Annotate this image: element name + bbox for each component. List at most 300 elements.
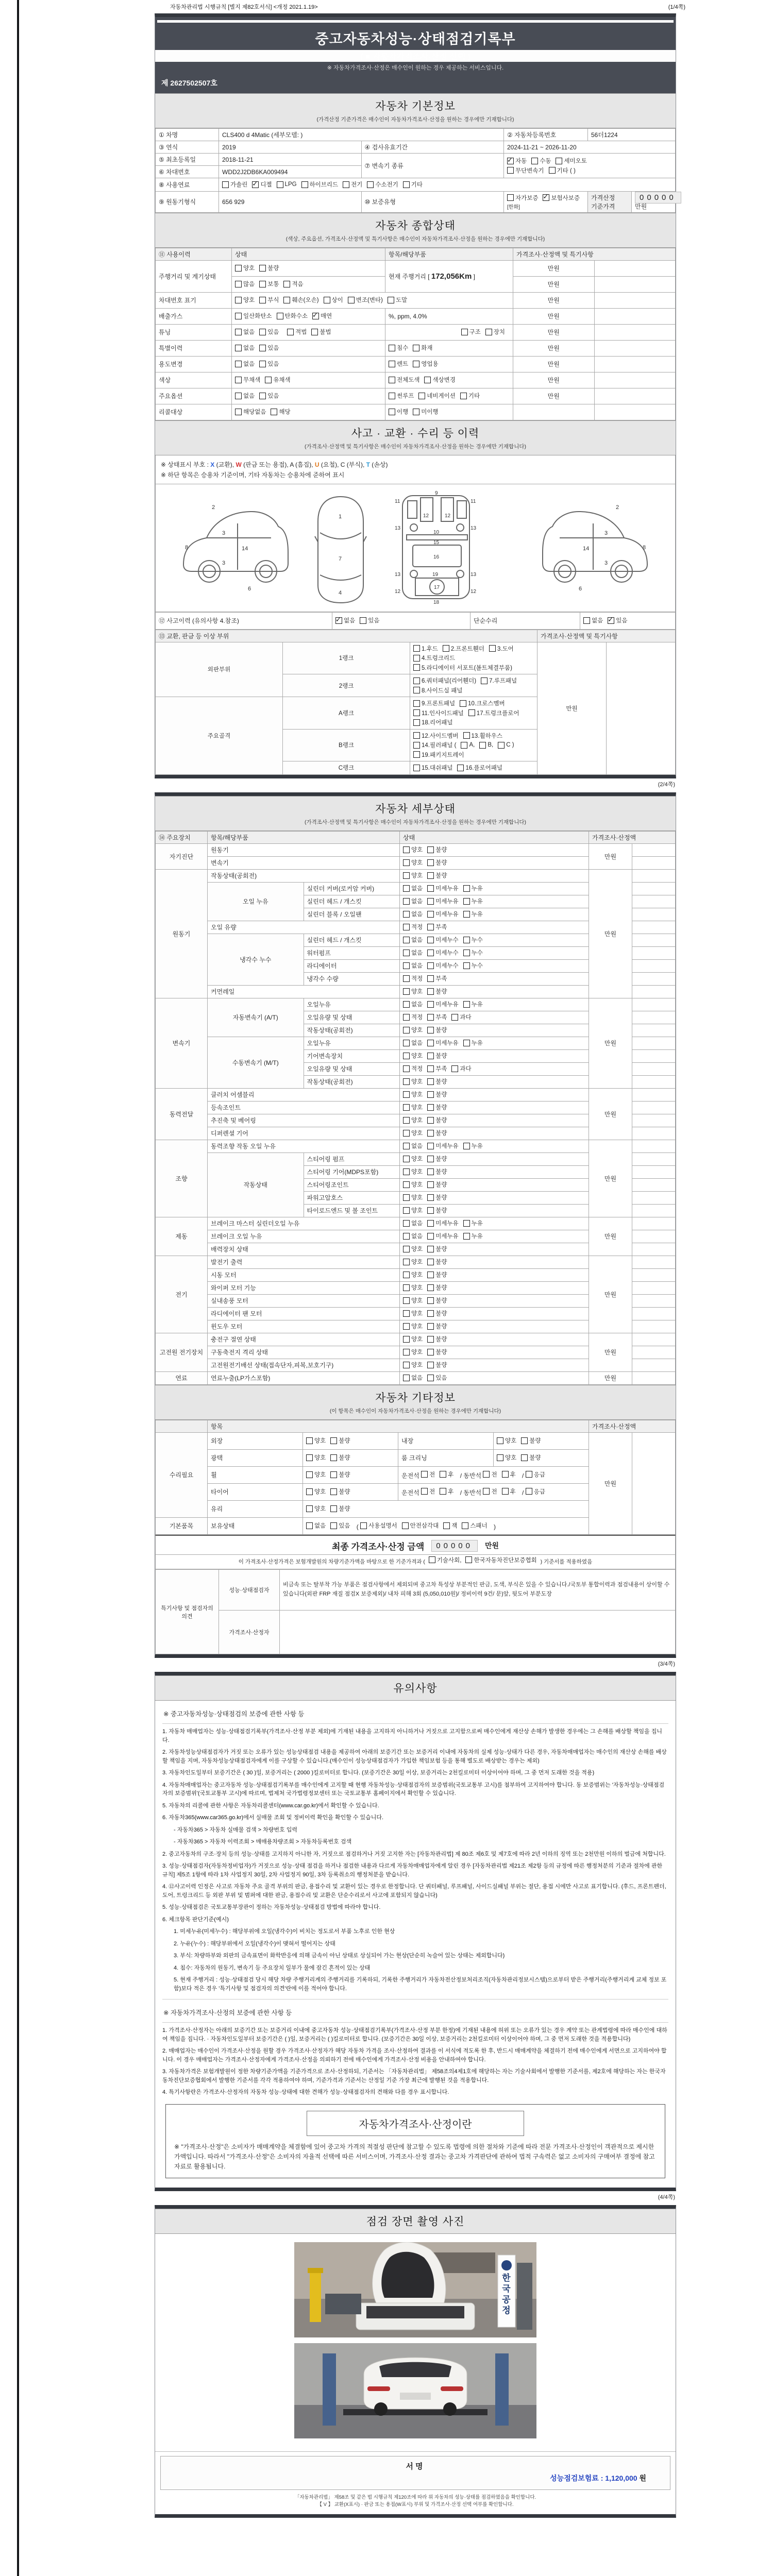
unchecked-box-icon[interactable] [418,393,425,399]
unchecked-box-icon[interactable] [427,1259,434,1265]
checkbox-option[interactable] [507,157,527,165]
unchecked-box-icon[interactable] [413,645,420,652]
unchecked-box-icon[interactable] [389,361,395,367]
checkbox-option[interactable] [403,1283,423,1292]
unchecked-box-icon[interactable] [403,885,410,892]
unchecked-box-icon[interactable] [463,1001,470,1008]
unchecked-box-icon[interactable] [403,1375,410,1381]
checkbox-option[interactable] [413,741,456,749]
unchecked-box-icon[interactable] [427,1375,434,1381]
unchecked-box-icon[interactable] [403,937,410,943]
unchecked-box-icon[interactable] [463,898,470,905]
unchecked-box-icon[interactable] [468,709,475,716]
unchecked-box-icon[interactable] [413,409,419,415]
unchecked-box-icon[interactable] [403,859,410,866]
checkbox-option[interactable] [497,1436,516,1445]
checkbox-option[interactable] [427,1322,447,1330]
checkbox-option[interactable] [306,1470,326,1479]
unchecked-box-icon[interactable] [451,1065,458,1072]
unchecked-box-icon[interactable] [403,898,410,905]
checkbox-option[interactable] [235,360,255,368]
checkbox-option[interactable] [222,180,247,189]
checkbox-option[interactable] [235,264,255,272]
unchecked-box-icon[interactable] [427,1014,434,1021]
checkbox-option[interactable] [427,1258,447,1266]
checkbox-option[interactable] [283,296,318,304]
unchecked-box-icon[interactable] [489,645,496,652]
unchecked-box-icon[interactable] [403,1297,410,1304]
checkbox-option[interactable] [403,180,423,189]
signature-area[interactable] [160,2456,670,2490]
checkbox-option[interactable] [521,1453,541,1462]
unchecked-box-icon[interactable] [235,329,242,335]
checkbox-option[interactable] [259,296,279,304]
checkbox-option[interactable] [277,181,297,188]
unchecked-box-icon[interactable] [463,962,470,969]
checkbox-option[interactable] [463,936,483,944]
checkbox-option[interactable] [403,858,423,867]
checkbox-option[interactable] [427,1000,458,1008]
checkbox-option[interactable] [427,884,458,892]
checkbox-option[interactable] [427,1167,447,1176]
unchecked-box-icon[interactable] [403,924,410,930]
checkbox-option[interactable] [335,616,355,624]
checkbox-option[interactable] [413,686,462,694]
unchecked-box-icon[interactable] [440,1488,446,1495]
unchecked-box-icon[interactable] [403,1053,410,1059]
unchecked-box-icon[interactable] [403,1168,410,1175]
unchecked-box-icon[interactable] [413,655,420,662]
checkbox-option[interactable] [483,1487,497,1496]
unchecked-box-icon[interactable] [403,1040,410,1046]
checkbox-option[interactable] [413,664,512,672]
unchecked-box-icon[interactable] [526,1471,532,1478]
unchecked-box-icon[interactable] [403,1014,410,1021]
checkbox-option[interactable] [403,1206,423,1214]
checkbox-option[interactable] [427,1361,447,1369]
unchecked-box-icon[interactable] [463,732,470,739]
checkbox-option[interactable] [463,1232,483,1240]
unchecked-box-icon[interactable] [403,1284,410,1291]
unchecked-box-icon[interactable] [403,1349,410,1355]
unchecked-box-icon[interactable] [403,181,410,188]
checkbox-option[interactable] [413,645,438,653]
unchecked-box-icon[interactable] [427,988,434,995]
unchecked-box-icon[interactable] [460,700,466,707]
checkbox-option[interactable] [403,1232,423,1240]
unchecked-box-icon[interactable] [343,181,349,188]
unchecked-box-icon[interactable] [427,1053,434,1059]
checkbox-option[interactable] [259,328,279,336]
checkbox-option[interactable] [403,1142,423,1150]
checkbox-option[interactable] [403,1219,423,1227]
unchecked-box-icon[interactable] [479,742,486,749]
unchecked-box-icon[interactable] [403,1104,410,1111]
checkbox-option[interactable] [403,871,423,879]
checkbox-option[interactable] [427,1270,447,1279]
unchecked-box-icon[interactable] [403,1233,410,1240]
unchecked-box-icon[interactable] [306,1471,313,1478]
checkbox-option[interactable] [421,1470,435,1479]
checked-box-icon[interactable] [335,617,342,624]
checkbox-option[interactable] [403,1296,423,1304]
checkbox-option[interactable] [427,871,447,879]
unchecked-box-icon[interactable] [457,765,464,771]
unchecked-box-icon[interactable] [306,1522,313,1529]
checkbox-option[interactable] [403,1335,423,1343]
checkbox-option[interactable] [483,1470,497,1479]
unchecked-box-icon[interactable] [235,409,242,415]
unchecked-box-icon[interactable] [440,1471,446,1478]
checkbox-option[interactable] [427,1052,447,1060]
unchecked-box-icon[interactable] [360,617,366,624]
checked-box-icon[interactable] [252,181,259,188]
checkbox-option[interactable] [235,312,272,320]
checkbox-option[interactable] [427,1335,447,1343]
unchecked-box-icon[interactable] [427,1310,434,1317]
unchecked-box-icon[interactable] [403,950,410,956]
unchecked-box-icon[interactable] [413,732,420,739]
unchecked-box-icon[interactable] [403,1362,410,1368]
checkbox-option[interactable] [462,1521,487,1530]
checkbox-option[interactable] [427,1193,447,1201]
unchecked-box-icon[interactable] [427,1027,434,1033]
checkbox-option[interactable] [498,742,514,749]
checkbox-option[interactable] [463,1039,483,1047]
checkbox-option[interactable] [389,376,419,384]
checkbox-option[interactable] [403,1180,423,1189]
checkbox-option[interactable] [463,910,483,918]
checkbox-option[interactable] [427,1219,458,1227]
checkbox-option[interactable] [427,948,458,957]
checkbox-option[interactable] [413,344,432,352]
unchecked-box-icon[interactable] [497,1437,503,1444]
unchecked-box-icon[interactable] [403,1310,410,1317]
checkbox-option[interactable] [413,699,455,707]
checkbox-option[interactable] [427,1129,447,1137]
unchecked-box-icon[interactable] [283,297,290,303]
checkbox-option[interactable] [427,1180,447,1189]
checkbox-option[interactable] [259,344,279,352]
checkbox-option[interactable] [403,1000,423,1008]
checked-box-icon[interactable] [507,158,514,164]
unchecked-box-icon[interactable] [427,1220,434,1227]
unchecked-box-icon[interactable] [330,1471,337,1478]
checkbox-option[interactable] [403,910,423,918]
unchecked-box-icon[interactable] [427,950,434,956]
checkbox-option[interactable] [427,1245,447,1253]
checkbox-option[interactable] [549,166,576,175]
unchecked-box-icon[interactable] [413,664,420,671]
checkbox-option[interactable] [235,280,255,288]
checkbox-option[interactable] [427,1155,447,1163]
checkbox-option[interactable] [451,1013,471,1021]
checkbox-option[interactable] [348,296,383,304]
checkbox-option[interactable] [463,948,483,957]
checkbox-option[interactable] [427,1142,458,1150]
unchecked-box-icon[interactable] [277,181,283,188]
unchecked-box-icon[interactable] [463,937,470,943]
checkbox-option[interactable] [360,616,379,624]
unchecked-box-icon[interactable] [497,1454,503,1461]
checkbox-option[interactable] [489,645,514,653]
unchecked-box-icon[interactable] [427,1349,434,1355]
unchecked-box-icon[interactable] [235,377,242,383]
checkbox-option[interactable] [526,1487,545,1496]
unchecked-box-icon[interactable] [413,345,419,351]
checkbox-option[interactable] [457,764,502,772]
checkbox-option[interactable] [427,1348,447,1356]
checkbox-option[interactable] [461,328,481,336]
unchecked-box-icon[interactable] [259,345,266,351]
checkbox-option[interactable] [413,709,464,717]
unchecked-box-icon[interactable] [287,329,294,335]
checkbox-option[interactable] [403,987,423,995]
unchecked-box-icon[interactable] [259,329,266,335]
checkbox-option[interactable] [556,157,586,165]
checkbox-option[interactable] [389,344,408,352]
unchecked-box-icon[interactable] [235,281,242,287]
unchecked-box-icon[interactable] [259,297,266,303]
checkbox-option[interactable] [460,392,480,400]
checkbox-option[interactable] [403,1193,423,1201]
checkbox-option[interactable] [403,1013,423,1021]
checkbox-option[interactable] [403,961,423,970]
unchecked-box-icon[interactable] [443,645,449,652]
unchecked-box-icon[interactable] [531,158,538,164]
checkbox-option[interactable] [507,194,538,202]
checkbox-option[interactable] [427,1283,447,1292]
checkbox-option[interactable] [403,1245,423,1253]
unchecked-box-icon[interactable] [388,297,394,303]
checkbox-option[interactable] [403,1374,423,1382]
unchecked-box-icon[interactable] [403,1272,410,1278]
unchecked-box-icon[interactable] [427,1207,434,1214]
unchecked-box-icon[interactable] [413,742,420,749]
unchecked-box-icon[interactable] [427,859,434,866]
checkbox-option[interactable] [460,699,505,707]
unchecked-box-icon[interactable] [427,1065,434,1072]
checkbox-option[interactable] [608,616,627,624]
unchecked-box-icon[interactable] [429,1556,435,1563]
unchecked-box-icon[interactable] [413,709,420,716]
unchecked-box-icon[interactable] [463,1143,470,1149]
checkbox-option[interactable] [330,1470,350,1479]
checked-box-icon[interactable] [543,194,549,201]
checkbox-option[interactable] [235,376,260,384]
unchecked-box-icon[interactable] [483,1488,490,1495]
checkbox-option[interactable] [277,312,308,320]
checkbox-option[interactable] [403,884,423,892]
checkbox-option[interactable] [443,645,484,653]
checkbox-option[interactable] [403,1155,423,1163]
checkbox-option[interactable] [403,1039,423,1047]
checkbox-option[interactable] [427,1026,447,1034]
unchecked-box-icon[interactable] [427,975,434,982]
unchecked-box-icon[interactable] [403,1220,410,1227]
unchecked-box-icon[interactable] [403,1207,410,1214]
checkbox-option[interactable] [389,392,414,400]
checkbox-option[interactable] [402,1521,439,1530]
checkbox-option[interactable] [389,360,408,368]
unchecked-box-icon[interactable] [403,1027,410,1033]
unchecked-box-icon[interactable] [427,846,434,853]
unchecked-box-icon[interactable] [403,1117,410,1124]
checkbox-option[interactable] [481,676,517,685]
unchecked-box-icon[interactable] [427,1362,434,1368]
checkbox-option[interactable] [413,654,455,662]
checkbox-option[interactable] [502,1470,516,1479]
unchecked-box-icon[interactable] [427,937,434,943]
unchecked-box-icon[interactable] [389,409,395,415]
checkbox-option[interactable] [427,1116,447,1124]
unchecked-box-icon[interactable] [235,265,242,272]
unchecked-box-icon[interactable] [502,1488,509,1495]
checkbox-option[interactable] [440,1470,453,1479]
checkbox-option[interactable] [427,897,458,905]
checkbox-option[interactable] [306,1453,326,1462]
checkbox-option[interactable] [526,1470,545,1479]
unchecked-box-icon[interactable] [413,677,420,684]
unchecked-box-icon[interactable] [427,1104,434,1111]
checkbox-option[interactable] [427,1077,447,1086]
checkbox-option[interactable] [427,845,447,854]
checkbox-option[interactable] [388,296,407,304]
unchecked-box-icon[interactable] [451,1014,458,1021]
unchecked-box-icon[interactable] [427,1336,434,1343]
unchecked-box-icon[interactable] [424,377,431,383]
checkbox-option[interactable] [403,1167,423,1176]
checkbox-option[interactable] [252,180,272,189]
unchecked-box-icon[interactable] [283,281,290,287]
unchecked-box-icon[interactable] [311,329,318,335]
unchecked-box-icon[interactable] [403,1336,410,1343]
unchecked-box-icon[interactable] [403,1246,410,1252]
unchecked-box-icon[interactable] [403,1143,410,1149]
checkbox-option[interactable] [403,1348,423,1356]
checkbox-option[interactable] [403,1322,423,1330]
checkbox-option[interactable] [235,392,255,400]
unchecked-box-icon[interactable] [502,1471,509,1478]
checked-box-icon[interactable] [608,617,614,624]
unchecked-box-icon[interactable] [306,1437,313,1444]
checkbox-option[interactable] [427,987,447,995]
unchecked-box-icon[interactable] [462,1522,468,1529]
checkbox-option[interactable] [507,166,544,175]
checkbox-option[interactable] [403,1270,423,1279]
unchecked-box-icon[interactable] [421,1488,428,1495]
checkbox-option[interactable] [403,948,423,957]
unchecked-box-icon[interactable] [259,361,266,367]
checkbox-option[interactable] [403,1258,423,1266]
unchecked-box-icon[interactable] [306,1505,313,1512]
checkbox-option[interactable] [427,1090,447,1098]
unchecked-box-icon[interactable] [301,181,308,188]
unchecked-box-icon[interactable] [403,872,410,879]
unchecked-box-icon[interactable] [271,409,277,415]
checkbox-option[interactable] [421,1487,435,1496]
unchecked-box-icon[interactable] [521,1437,528,1444]
unchecked-box-icon[interactable] [521,1454,528,1461]
checkbox-option[interactable] [403,1077,423,1086]
checkbox-option[interactable] [427,858,447,867]
checkbox-option[interactable] [403,1129,423,1137]
unchecked-box-icon[interactable] [427,1091,434,1098]
unchecked-box-icon[interactable] [403,975,410,982]
checkbox-option[interactable] [521,1436,541,1445]
unchecked-box-icon[interactable] [413,687,420,693]
unchecked-box-icon[interactable] [403,988,410,995]
unchecked-box-icon[interactable] [427,1272,434,1278]
checkbox-option[interactable] [403,1052,423,1060]
unchecked-box-icon[interactable] [330,1454,337,1461]
checkbox-option[interactable] [403,1090,423,1098]
unchecked-box-icon[interactable] [235,393,242,399]
checkbox-option[interactable] [259,264,279,272]
checkbox-option[interactable] [427,1039,458,1047]
unchecked-box-icon[interactable] [427,885,434,892]
unchecked-box-icon[interactable] [427,1156,434,1162]
unchecked-box-icon[interactable] [403,1001,410,1008]
checkbox-option[interactable] [427,974,447,982]
unchecked-box-icon[interactable] [360,1522,367,1529]
checkbox-option[interactable] [306,1521,326,1530]
checkbox-option[interactable] [403,936,423,944]
unchecked-box-icon[interactable] [389,393,395,399]
checkbox-option[interactable] [403,897,423,905]
unchecked-box-icon[interactable] [443,1522,450,1529]
unchecked-box-icon[interactable] [483,1471,490,1478]
unchecked-box-icon[interactable] [222,181,229,188]
unchecked-box-icon[interactable] [330,1505,337,1512]
unchecked-box-icon[interactable] [403,1181,410,1188]
checkbox-option[interactable] [271,408,290,416]
unchecked-box-icon[interactable] [463,1220,470,1227]
checkbox-option[interactable] [427,923,447,931]
checkbox-option[interactable] [427,1232,458,1240]
checkbox-option[interactable] [283,280,303,288]
unchecked-box-icon[interactable] [413,751,420,758]
checkbox-option[interactable] [403,1116,423,1124]
checkbox-option[interactable] [427,1309,447,1317]
unchecked-box-icon[interactable] [413,719,420,726]
checkbox-option[interactable] [463,1000,483,1008]
unchecked-box-icon[interactable] [413,765,420,771]
checkbox-option[interactable] [306,1487,326,1496]
checkbox-option[interactable] [235,344,255,352]
unchecked-box-icon[interactable] [526,1488,532,1495]
checkbox-option[interactable] [543,194,580,202]
checkbox-option[interactable] [424,376,455,384]
unchecked-box-icon[interactable] [403,1323,410,1330]
checkbox-option[interactable] [583,616,603,624]
checkbox-option[interactable] [306,1436,326,1445]
checkbox-option[interactable] [413,408,438,416]
unchecked-box-icon[interactable] [481,677,488,684]
checkbox-option[interactable] [265,376,290,384]
checkbox-option[interactable] [427,910,458,918]
checkbox-option[interactable] [413,718,452,726]
unchecked-box-icon[interactable] [485,329,492,335]
checkbox-option[interactable] [413,751,464,759]
checked-box-icon[interactable] [312,313,319,319]
unchecked-box-icon[interactable] [324,297,330,303]
checkbox-option[interactable] [301,180,339,189]
checkbox-option[interactable] [485,328,505,336]
unchecked-box-icon[interactable] [403,1130,410,1137]
unchecked-box-icon[interactable] [427,1130,434,1137]
checkbox-option[interactable] [403,1064,423,1073]
